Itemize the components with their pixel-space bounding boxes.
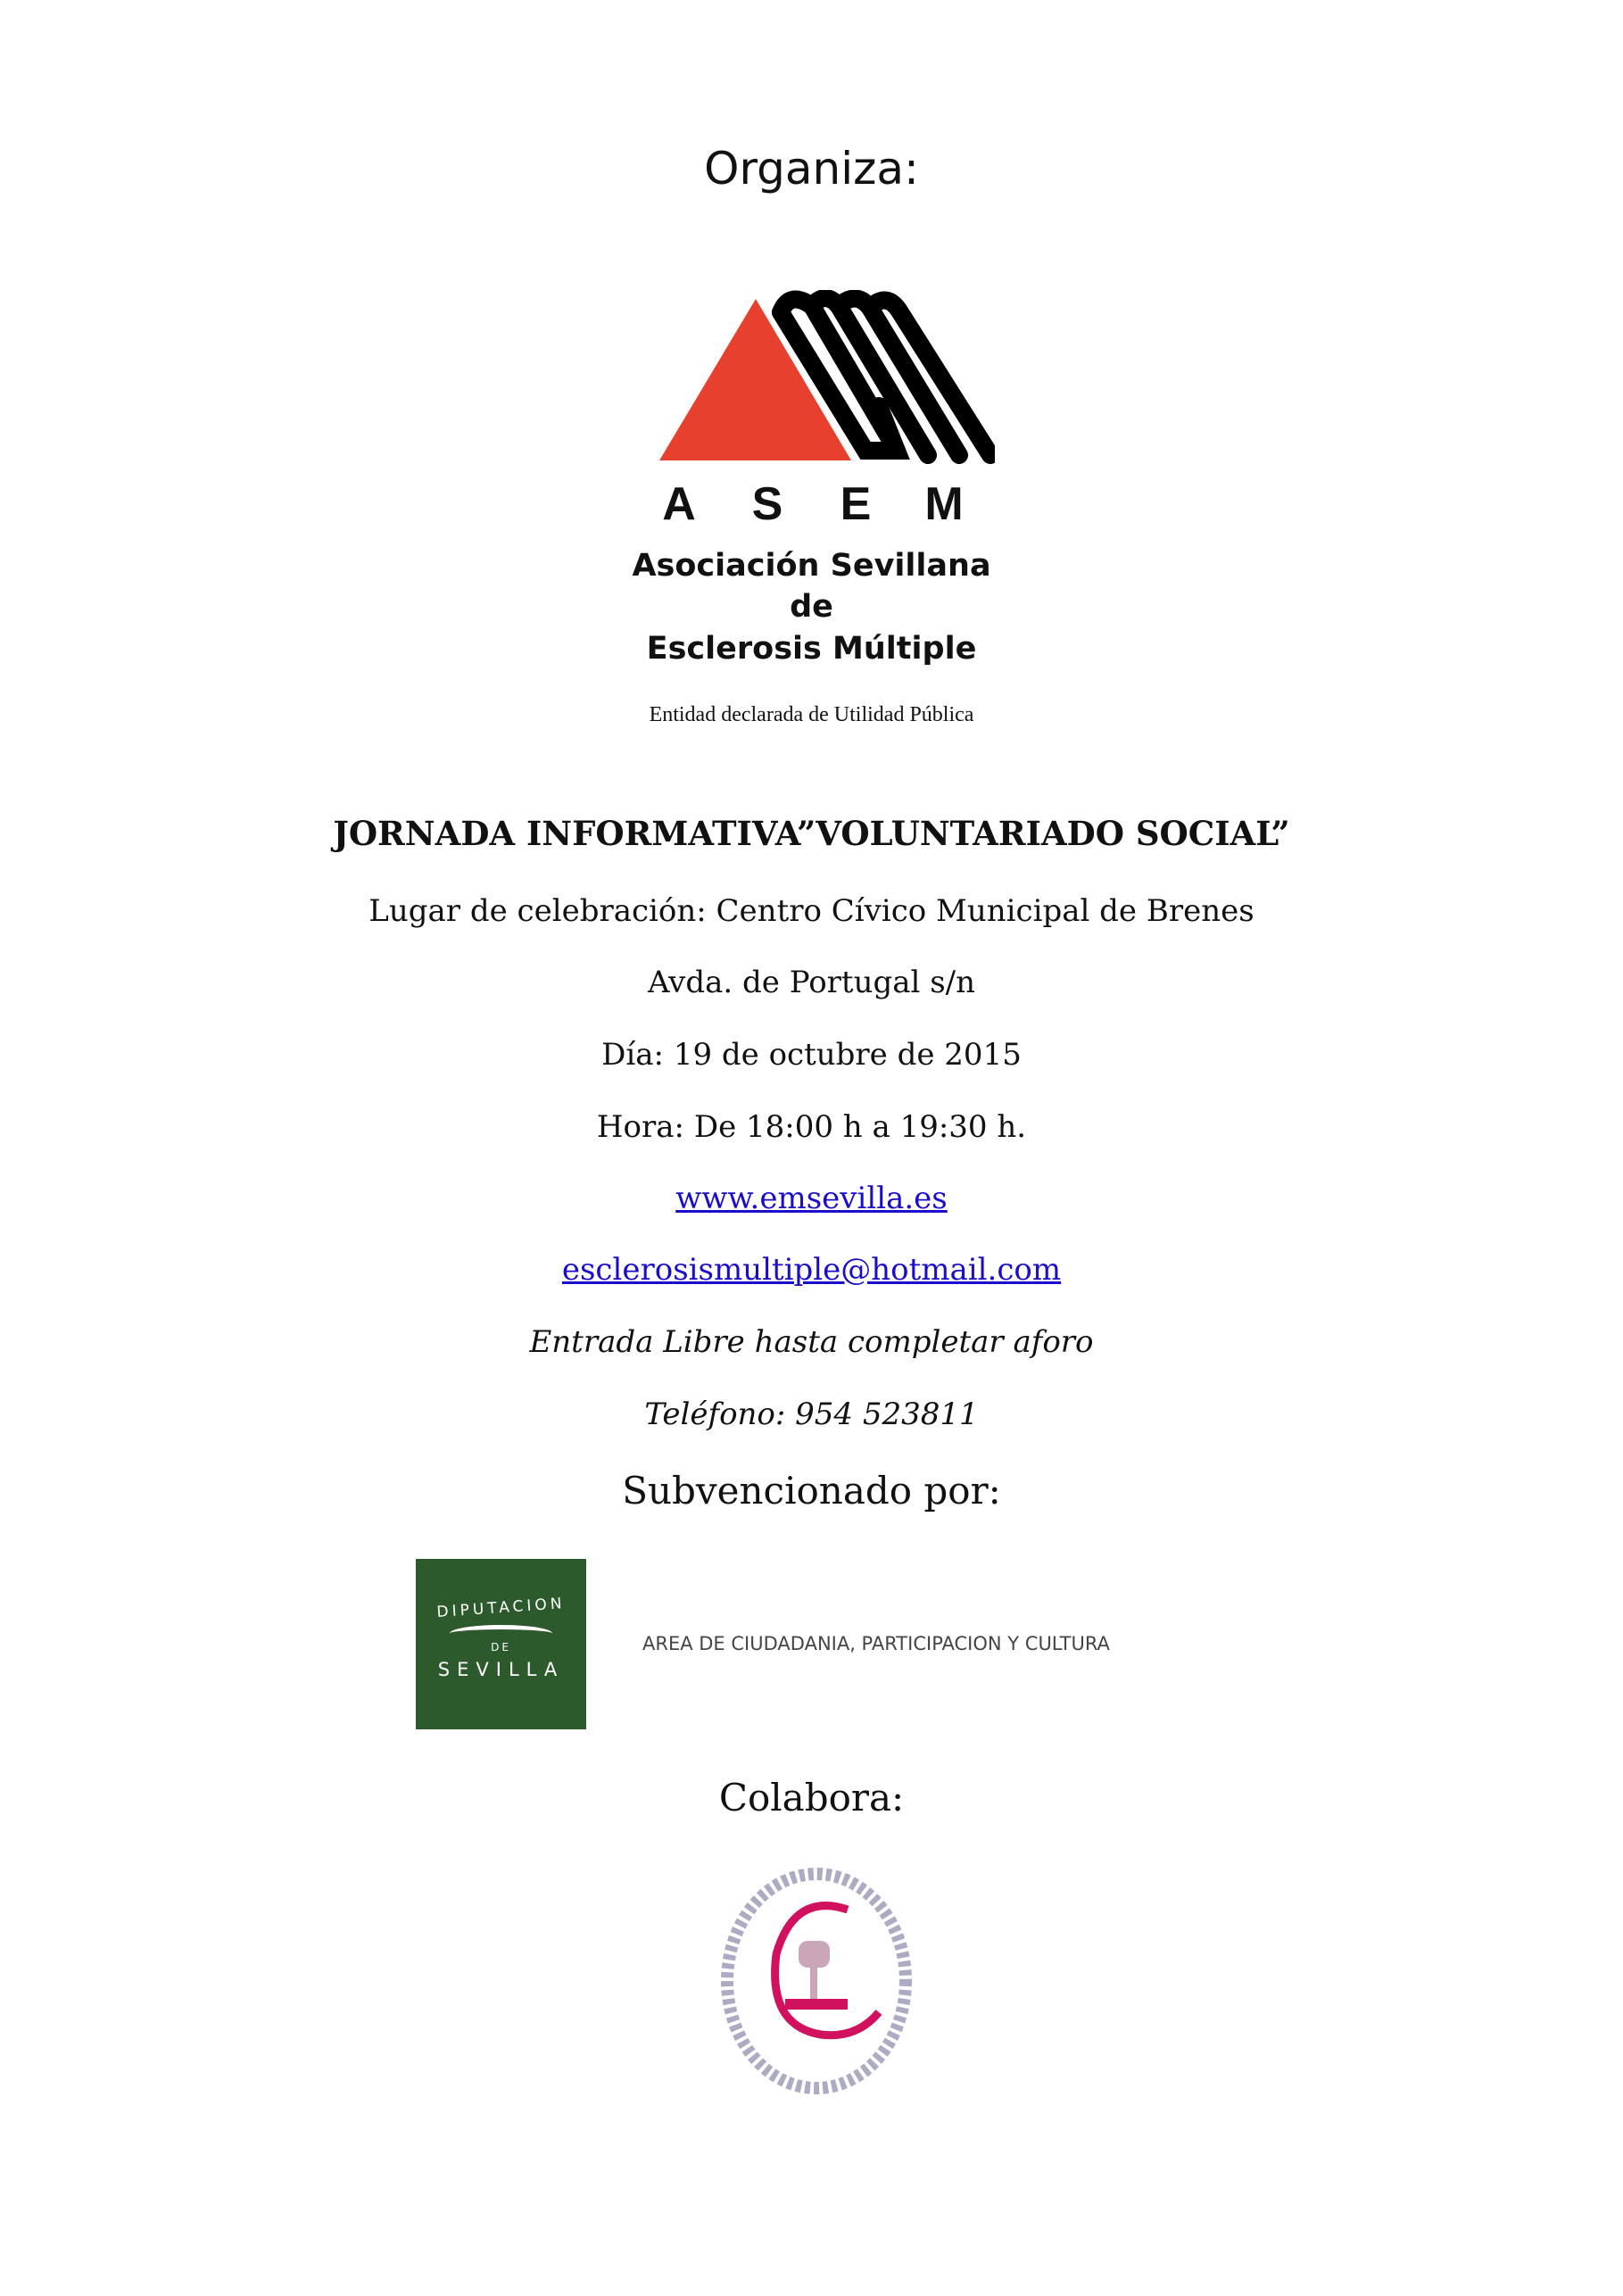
arc-decoration — [450, 1625, 552, 1642]
org-name-line2: de — [790, 589, 833, 625]
event-time: Hora: De 18:00 h a 19:30 h. — [596, 1109, 1027, 1145]
email-link[interactable]: esclerosismultiple@hotmail.com — [561, 1252, 1062, 1288]
asem-letter: M — [924, 478, 964, 530]
subvencionado-label: Subvencionado por: — [622, 1469, 1001, 1513]
event-address: Avda. de Portugal s/n — [647, 965, 976, 1000]
organiza-label: Organiza: — [704, 143, 919, 195]
asem-logo-mark — [656, 290, 995, 468]
event-place: Lugar de celebración: Centro Cívico Municipal de Brenes — [368, 893, 1255, 929]
diputacion-text: DIPUTACION — [435, 1594, 567, 1622]
asem-letter: E — [840, 478, 872, 530]
colabora-association-seal — [714, 1856, 919, 2106]
org-name-line3: Esclerosis Múltiple — [646, 631, 977, 667]
asem-letter: A — [662, 478, 696, 530]
org-name-line1: Asociación Sevillana — [632, 548, 991, 584]
event-phone: Teléfono: 954 523811 — [644, 1397, 979, 1432]
de-text: DE — [491, 1641, 511, 1654]
diputacion-sevilla-logo — [416, 1559, 586, 1729]
org-subtitle: Entidad declarada de Utilidad Pública — [649, 703, 974, 726]
website-link[interactable]: www.emsevilla.es — [675, 1181, 948, 1216]
asem-letters — [0, 477, 1623, 531]
area-text: AREA DE CIUDADANIA, PARTICIPACION Y CULTURA — [642, 1633, 1110, 1654]
event-title: JORNADA INFORMATIVA”VOLUNTARIADO SOCIAL” — [333, 814, 1290, 853]
event-entry: Entrada Libre hasta completar aforo — [529, 1324, 1094, 1360]
event-date: Día: 19 de octubre de 2015 — [601, 1037, 1022, 1073]
sevilla-text: SEVILLA — [437, 1659, 565, 1680]
colabora-label: Colabora: — [718, 1776, 905, 1819]
asem-letter: S — [751, 478, 783, 530]
